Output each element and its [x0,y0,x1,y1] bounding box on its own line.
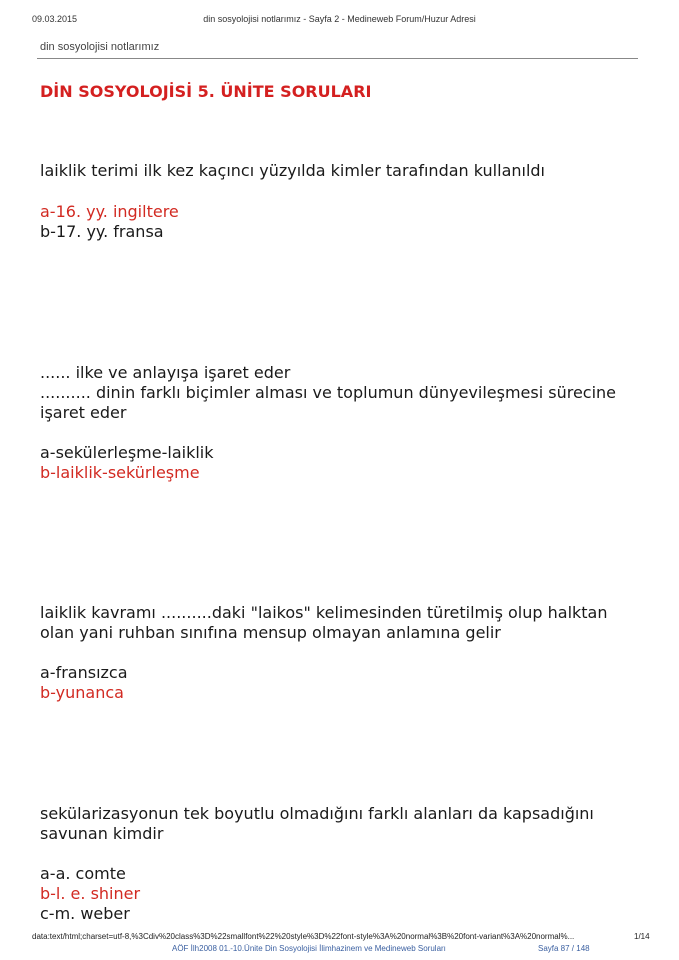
question-2-option-b: b-laiklik-sekürleşme [40,463,200,482]
title-divider [37,58,638,59]
question-4-option-a: a-a. comte [40,864,126,883]
unit-heading: DİN SOSYOLOJİSİ 5. ÜNİTE SORULARI [40,82,372,101]
question-4-option-c: c-m. weber [40,904,130,923]
thread-title: din sosyolojisi notlarımız [40,41,160,53]
print-page-title: din sosyolojisi notlarımız - Sayfa 2 - Medineweb Forum/Huzur Adresi [203,14,476,24]
question-2-option-a: a-sekülerleşme-laiklik [40,443,214,462]
question-1-option-a: a-16. yy. ingiltere [40,202,179,221]
print-source-url: data:text/html;charset=utf-8,%3Cdiv%20class%3D%22smallfont%22%20style%3D%22font-style%3A%20normal%3B%20font-variant%3A%20normal%... [32,932,575,941]
question-3-text-line-2: olan yani ruhban sınıfına mensup olmayan anlamına gelir [40,623,501,642]
question-1-option-b: b-17. yy. fransa [40,222,164,241]
question-2-text-line-3: işaret eder [40,403,127,422]
question-4-text-line-2: savunan kimdir [40,824,164,843]
print-date: 09.03.2015 [32,14,78,24]
question-3-text-line-1: laiklik kavramı ..........daki "laikos" kelimesinden türetilmiş olup halktan [40,603,608,622]
question-4-text-line-1: sekülarizasyonun tek boyutlu olmadığını farklı alanları da kapsadığını [40,804,594,823]
print-page-count: 1/14 [634,932,650,941]
question-2-text-line-1: ...... ilke ve anlayışa işaret eder [40,363,291,382]
question-3-option-b: b-yunanca [40,683,124,702]
forum-page-indicator: Sayfa 87 / 148 [538,944,590,953]
forum-footer-title: AÖF İlh2008 01.-10.Ünite Din Sosyolojisi İlimhazinem ve Medineweb Soruları [172,944,446,953]
question-4-option-b: b-l. e. shiner [40,884,141,903]
question-1-text: laiklik terimi ilk kez kaçıncı yüzyılda kimler tarafından kullanıldı [40,161,545,180]
question-2-text-line-2: .......... dinin farklı biçimler alması ve toplumun dünyevileşmesi sürecine [40,383,617,402]
question-3-option-a: a-fransızca [40,663,128,682]
